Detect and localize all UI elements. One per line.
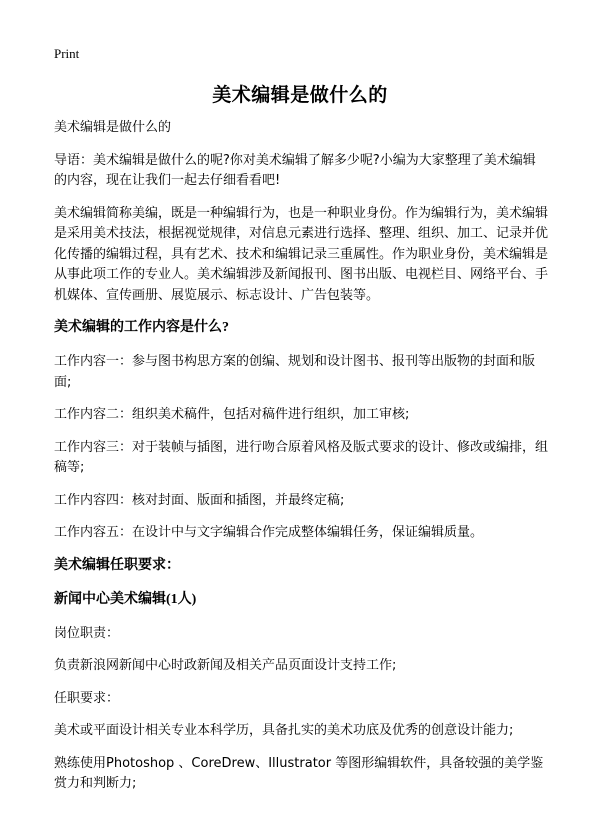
subtitle: 美术编辑是做什么的 — [54, 120, 172, 135]
requirement-item: 美术或平面设计相关专业本科学历，具备扎实的美术功底及优秀的创意设计能力; — [54, 723, 514, 738]
duty-text: 负责新浪网新闻中心时政新闻及相关产品页面设计支持工作; — [54, 658, 397, 673]
section-heading-requirements: 美术编辑任职要求： — [54, 557, 180, 573]
work-item: 工作内容五：在设计中与文字编辑合作完成整体编辑任务，保证编辑质量。 — [54, 525, 484, 540]
section-heading-work: 美术编辑的工作内容是什么? — [54, 320, 229, 335]
article-body — [54, 118, 548, 807]
work-item: 工作内容三：对于装帧与插图，进行吻合原着风格及版式要求的设计、修改或编排，组稿等; — [54, 439, 549, 475]
work-item: 工作内容四：核对封面、版面和插图，并最终定稿; — [54, 492, 345, 508]
work-item: 工作内容一：参与图书构思方案的创编、规划和设计图书、报刊等出版物的封面和版面; — [54, 354, 536, 390]
print-link[interactable]: Print — [54, 46, 80, 61]
page-title: 美术编辑是做什么的 — [212, 84, 388, 106]
work-item: 工作内容二：组织美术稿件，包括对稿件进行组织，加工审核; — [54, 407, 410, 422]
requirements-label: 任职要求： — [54, 690, 120, 706]
requirement-item: 熟练使用Photoshop 、CoreDrew、Illustrator 等图形编辑软件，具备较强的美学鉴赏力和判断力; — [54, 755, 544, 791]
duty-label: 岗位职责： — [54, 625, 120, 641]
job-title: 新闻中心美术编辑(1人) — [54, 591, 197, 607]
intro-paragraph: 导语：美术编辑是做什么的呢?你对美术编辑了解多少呢?小编为大家整理了美术编辑的内容，现在让我们一起去仔细看看吧! — [54, 152, 536, 188]
definition-paragraph: 美术编辑简称美编，既是一种编辑行为，也是一种职业身份。作为编辑行为，美术编辑是采用美术技法，根据视觉规律，对信息元素进行选择、整理、组织、加工、记录并优化传播的编辑过程，具有艺术、技术和编辑记录三重属性。作为职业身份，美术编辑是从事此项工作的专业人。美术编辑涉及新闻报刊、图书出版、电视栏目、网络平台、手机媒体、宣传画册、展览展示、标志设计、广告包装等。 — [54, 205, 549, 303]
